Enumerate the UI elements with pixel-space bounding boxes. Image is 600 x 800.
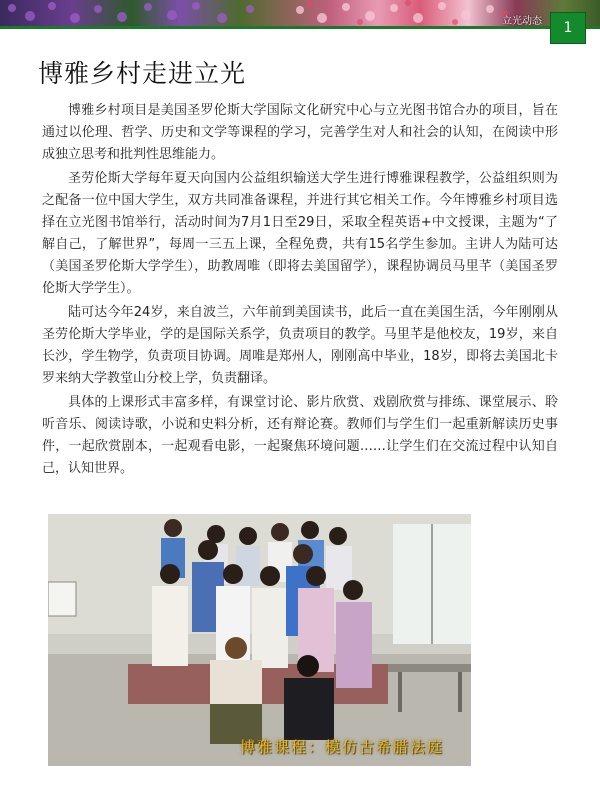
article-title: 博雅乡村走进立光 [38, 59, 247, 88]
article-body [42, 100, 558, 482]
class-group-photo [48, 514, 471, 766]
section-label: 立光动态 [502, 16, 542, 27]
paragraph-1: 博雅乡村项目是美国圣罗伦斯大学国际文化研究中心与立光图书馆合办的项目，旨在通过以伦理、哲学、历史和文学等课程的学习，完善学生对人和社会的认知，在阅读中形成独立思考和批判性思维能力。 [42, 103, 558, 162]
photo-caption: 博雅课程：模仿古希腊法庭 [240, 738, 445, 756]
group-photo-illustration [48, 514, 471, 766]
paragraph-2: 圣劳伦斯大学每年夏天向国内公益组织输送大学生进行博雅课程教学，公益组织则为之配备一位中国大学生，双方共同准备课程，并进行其它相关工作。今年博雅乡村项目选择在立光图书馆举行，活动时间为7月1日至29日，采取全程英语+中文授课，主题为“了解自己，了解世界”，每周一三五上课，全程免费，共有15名学生参加。主讲人为陆可达（美国圣罗伦斯大学学生），助教周唯（即将去美国留学），课程协调员马里芊（美国圣罗伦斯大学学生）。 [42, 171, 558, 296]
paragraph-3: 陆可达今年24岁，来自波兰，六年前到美国读书，此后一直在美国生活，今年刚刚从圣劳伦斯大学毕业，学的是国际关系学，负责项目的教学。马里芊是他校友，19岁，来自长沙，学生物学，负责项目协调。周唯是郑州人，刚刚高中毕业，18岁，即将去美国北卡罗来纳大学教堂山分校上学，负责翻译。 [42, 305, 558, 386]
page-number-badge: 1 [550, 12, 586, 44]
paragraph-4: 具体的上课形式丰富多样，有课堂讨论、影片欣赏、戏剧欣赏与排练、课堂展示、聆听音乐、阅读诗歌，小说和史料分析，还有辩论赛。教师们与学生们一起重新解读历史事件，一起欣赏剧本，一起观看电影，一起聚焦环境问题……让学生们在交流过程中认知自己，认知世界。 [42, 395, 558, 476]
